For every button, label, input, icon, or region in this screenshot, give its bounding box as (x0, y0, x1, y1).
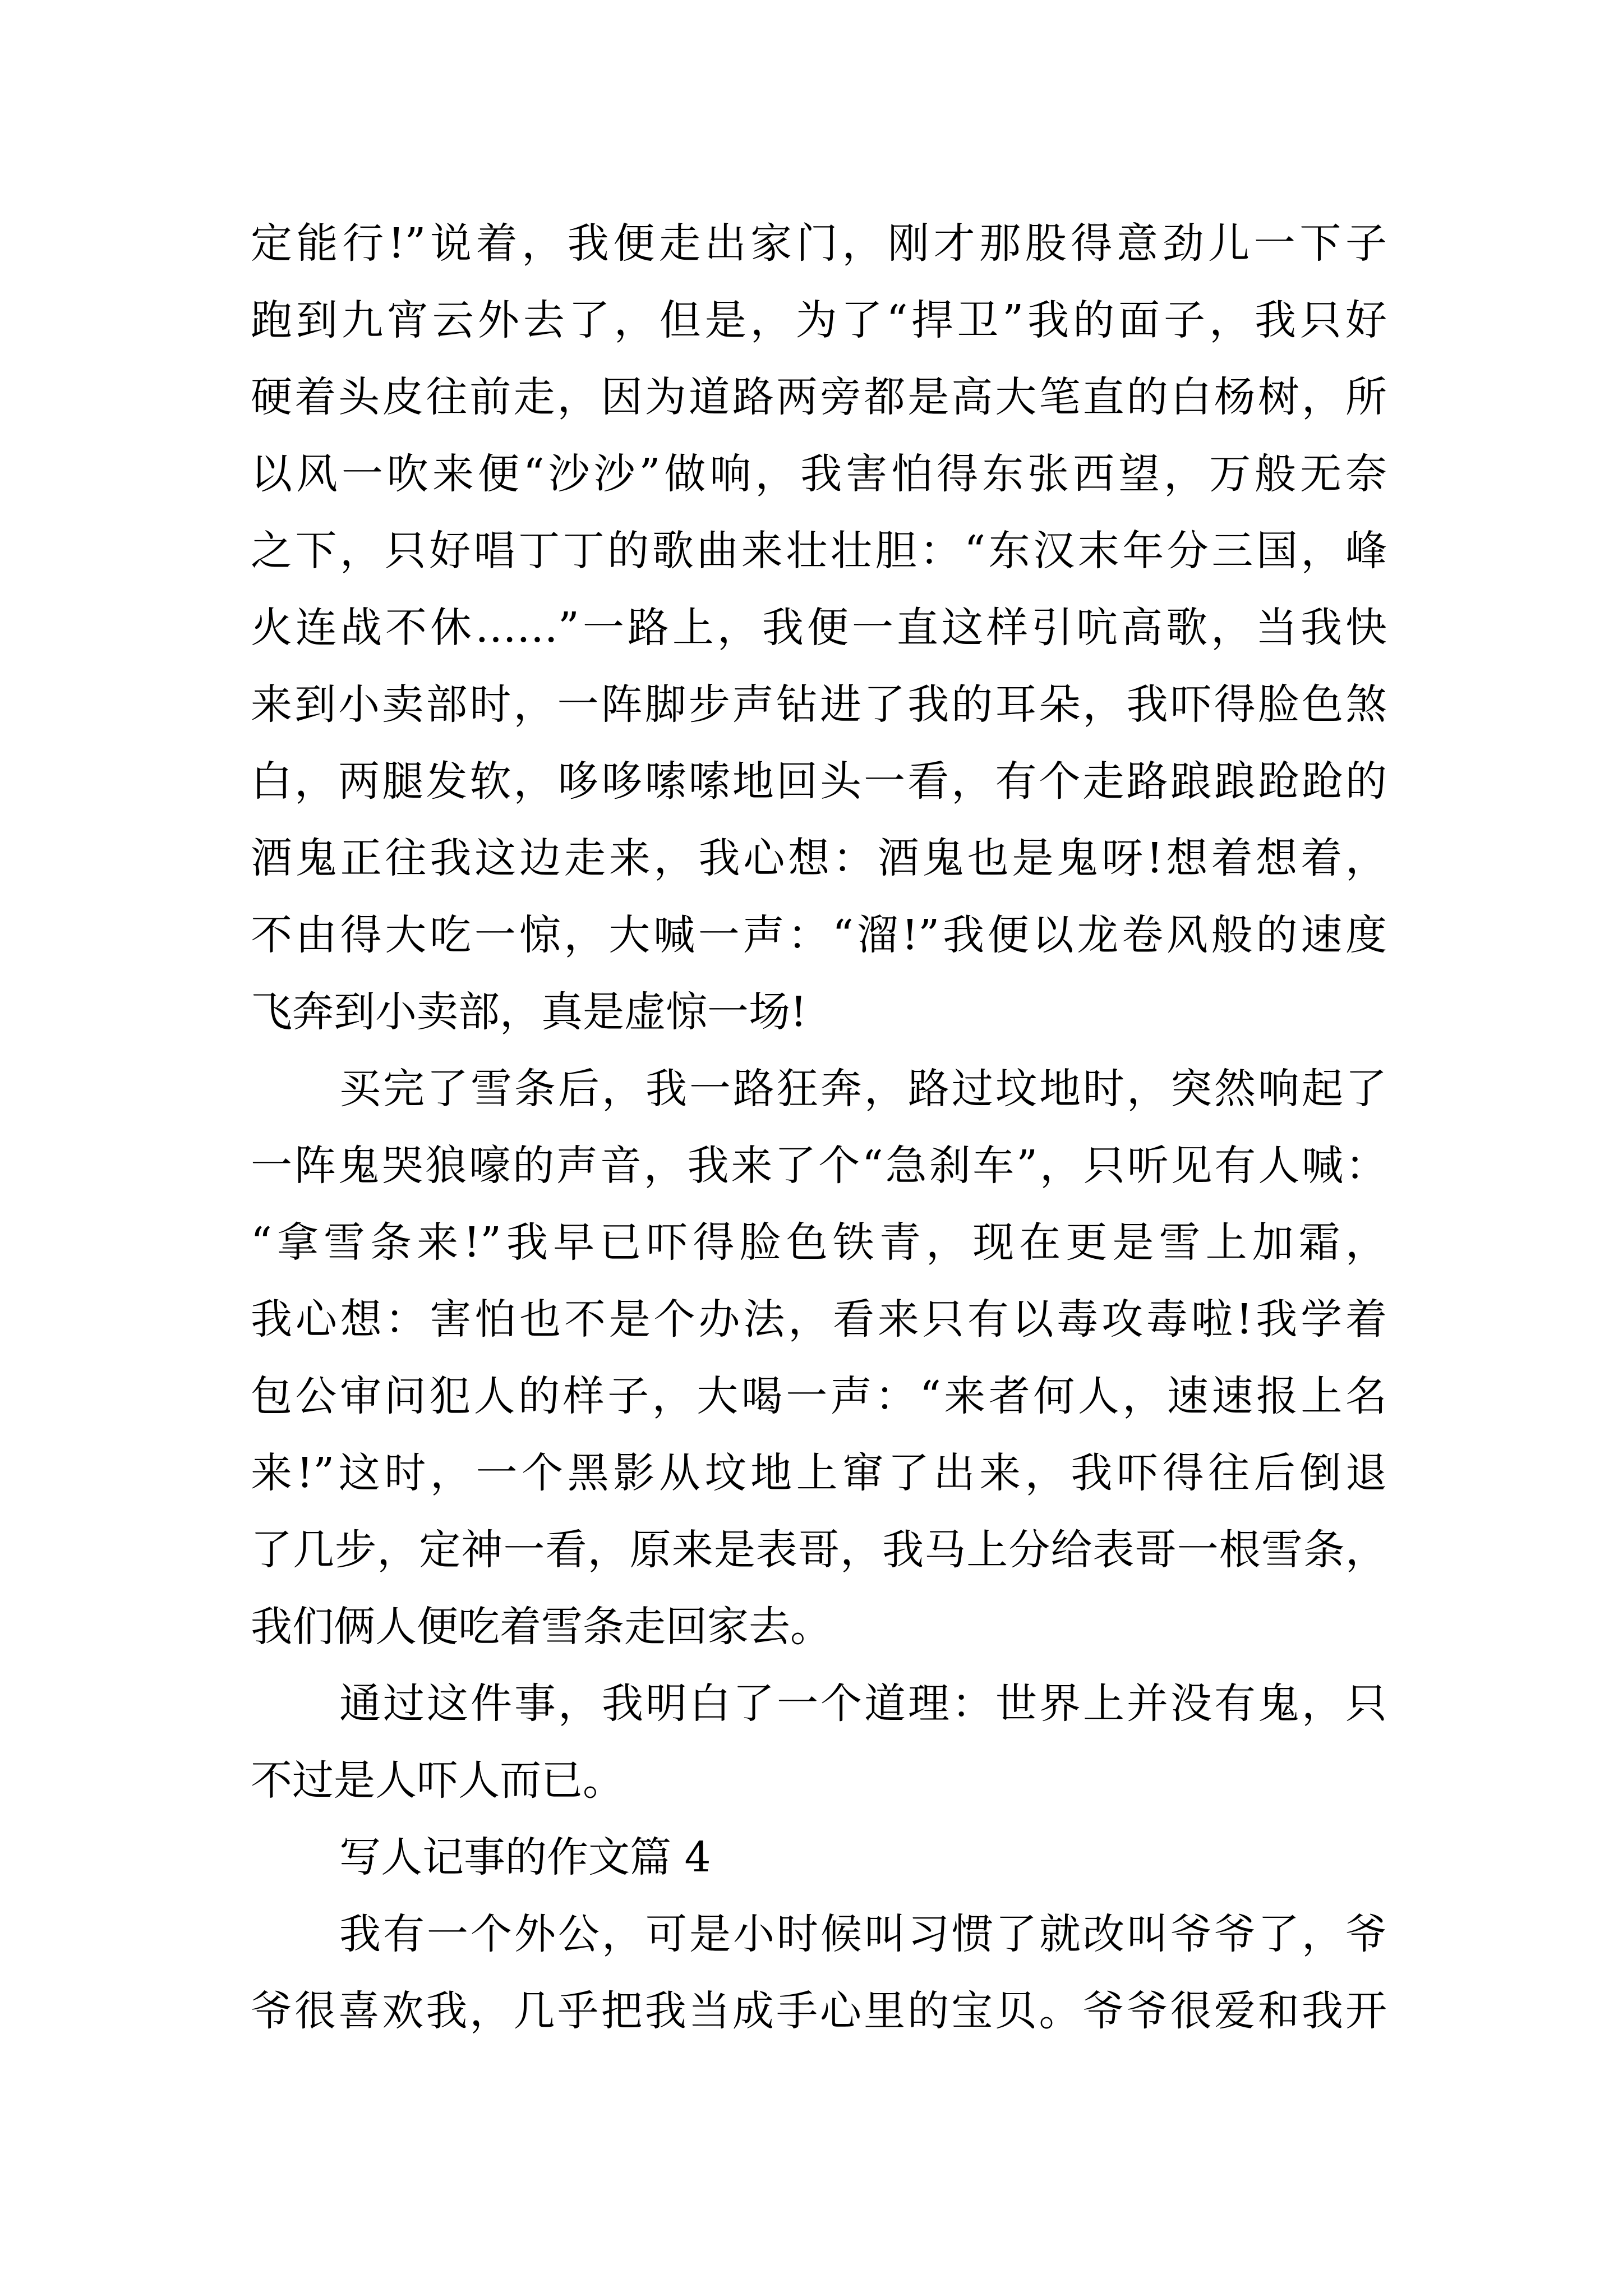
text-line: 不由得大吃一惊，大喊一声：“溜!”我便以龙卷风般的速度 (251, 911, 1387, 959)
text-line: 硬着头皮往前走，因为道路两旁都是高大笔直的白杨树，所 (251, 373, 1387, 421)
text-line: 跑到九宵云外去了，但是，为了“捍卫”我的面子，我只好 (251, 296, 1387, 344)
text-line: 之下，只好唱丁丁的歌曲来壮壮胆：“东汉末年分三国，峰 (251, 527, 1387, 575)
section-heading (251, 1819, 1387, 1896)
text-line: 白，两腿发软，哆哆嗦嗦地回头一看，有个走路踉踉跄跄的 (251, 757, 1387, 806)
section-heading-text: 写人记事的作文篇 4 (339, 1833, 711, 1881)
text-line: 不过是人吓人而已。 (251, 1756, 624, 1805)
text-line: 火连战不休……”一路上，我便一直这样引吭高歌，当我快 (251, 604, 1387, 652)
text-line: 买完了雪条后，我一路狂奔，路过坟地时，突然响起了 (339, 1065, 1387, 1113)
text-line: 了几步，定神一看，原来是表哥，我马上分给表哥一根雪条， (251, 1526, 1387, 1574)
text-line: 我心想：害怕也不是个办法，看来只有以毒攻毒啦!我学着 (251, 1295, 1387, 1343)
text-line: 一阵鬼哭狼嚎的声音，我来了个“急刹车”，只听见有人喊： (251, 1142, 1387, 1190)
text-line: 飞奔到小卖部，真是虚惊一场! (251, 988, 807, 1036)
text-line: 通过这件事，我明白了一个道理：世界上并没有鬼，只 (339, 1680, 1387, 1728)
text-line: 酒鬼正往我这边走来，我心想：酒鬼也是鬼呀!想着想着， (251, 834, 1387, 882)
text-line: 来到小卖部时，一阵脚步声钻进了我的耳朵，我吓得脸色煞 (251, 680, 1387, 729)
text-line: 包公审问犯人的样子，大喝一声：“来者何人，速速报上名 (251, 1372, 1387, 1420)
text-line: 我有一个外公，可是小时候叫习惯了就改叫爷爷了，爷 (339, 1910, 1387, 1958)
text-line: 爷很喜欢我，几乎把我当成手心里的宝贝。爷爷很爱和我开 (251, 1987, 1387, 2035)
paragraph-2 (251, 1051, 1387, 1665)
paragraph-4 (251, 1896, 1387, 2050)
text-line: 我们俩人便吃着雪条走回家去。 (251, 1603, 832, 1651)
body-text (251, 205, 1387, 2050)
text-line: 定能行!”说着，我便走出家门，刚才那股得意劲儿一下子 (251, 219, 1387, 268)
text-line: 以风一吹来便“沙沙”做响，我害怕得东张西望，万般无奈 (251, 450, 1387, 498)
paragraph-3 (251, 1665, 1387, 1819)
text-line: 来!”这时，一个黑影从坟地上窜了出来，我吓得往后倒退 (251, 1449, 1387, 1497)
paragraph-1 (251, 205, 1387, 1051)
text-line: “拿雪条来!”我早已吓得脸色铁青，现在更是雪上加霜， (251, 1218, 1387, 1267)
